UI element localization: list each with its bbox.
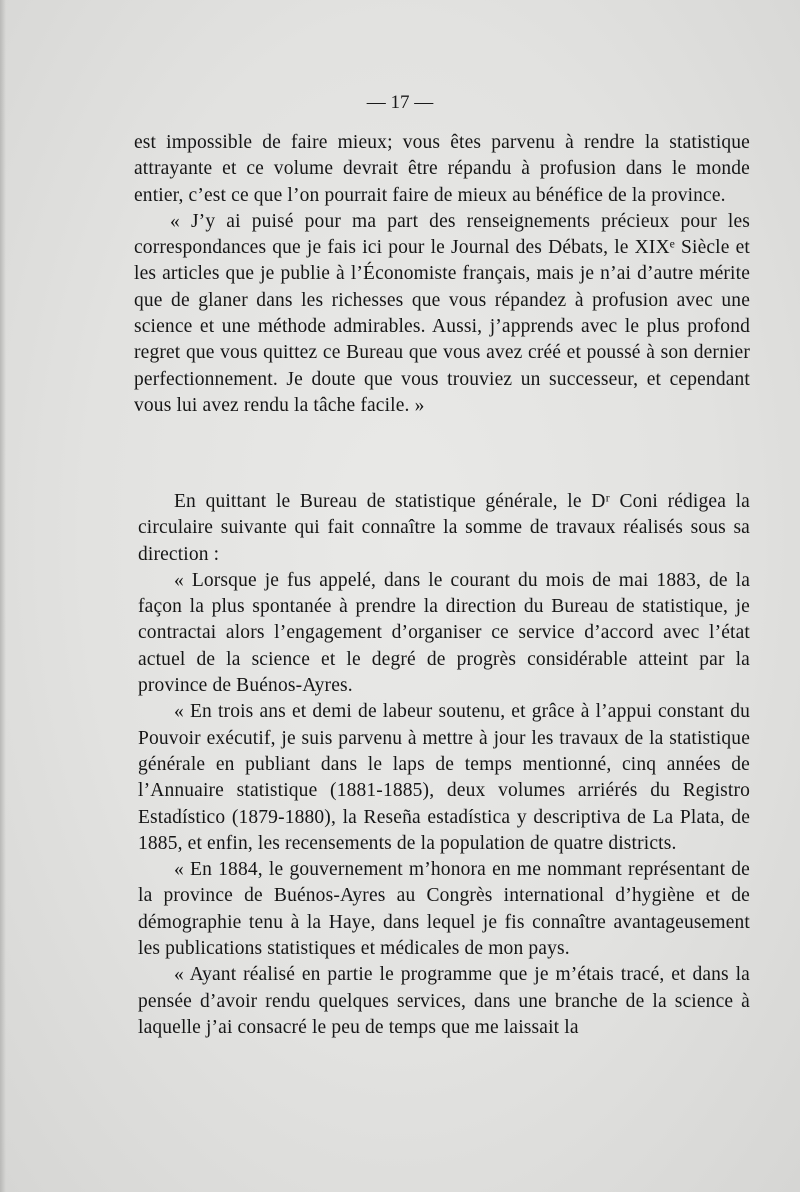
paragraph-3: En quittant le Bureau de statistique générale, le Dʳ Coni rédigea la circulaire suivante qui fait connaître la somme de travaux réalisés sous sa direction : (138, 491, 750, 565)
text-block-bottom (138, 489, 750, 1041)
paragraph-2: « J’y ai puisé pour ma part des renseignements précieux pour les correspondances que je fais ici pour le Journal des Débats, le XIXᵉ Siècle et les articles que je publie à l’Économiste français, mais je n’ai d’autre mérite que de glaner dans les richesses que vous répandez à profusion avec une science et une méthode admirables. Aussi, j’apprends avec le plus profond regret que vous quittez ce Bureau que vous avez créé et poussé à son dernier perfectionnement. Je doute que vous trouviez un successeur, et cependant vous lui avez rendu la tâche facile. » (134, 210, 750, 416)
text-block-top (134, 130, 750, 419)
paragraph-7: « Ayant réalisé en partie le programme que je m’étais tracé, et dans la pensée d’avoir rendu quelques services, dans une branche de la science à laquelle j’ai consacré le peu de temps que me laissait la (138, 964, 750, 1038)
paragraph-6: « En 1884, le gouvernement m’honora en me nommant représentant de la province de Buénos-Ayres au Congrès international d’hygiène et de démographie tenu à la Haye, dans lequel je fis connaître avantageusement les publications statistiques et médicales de mon pays. (138, 859, 750, 960)
paragraph-1: est impossible de faire mieux; vous êtes parvenu à rendre la statistique attrayante et ce volume devrait être répandu à profusion dans le monde entier, c’est ce que l’on pourrait faire de mieux au bénéfice de la province. (134, 132, 750, 206)
paragraph-4: « Lorsque je fus appelé, dans le courant du mois de mai 1883, de la façon la plus spontanée à prendre la direction du Bureau de statistique, je contractai alors l’engagement d’organiser ce service d’accord avec l’état actuel de la science et le degré de progrès considérable atteint par la province de Buénos-Ayres. (138, 569, 750, 697)
paragraph-5: « En trois ans et demi de labeur soutenu, et grâce à l’appui constant du Pouvoir exécutif, je suis parvenu à mettre à jour les travaux de la statistique générale en publiant dans le laps de temps mentionné, cinq années de l’Annuaire statistique (1881-1885), deux volumes arriérés du Registro Estadístico (1879-1880), la Reseña estadística y descriptiva de La Plata, de 1885, et enfin, les recensements de la population de quatre districts. (138, 701, 750, 854)
page-number: — 17 — (366, 92, 434, 113)
page-edge-shadow (0, 0, 6, 1192)
